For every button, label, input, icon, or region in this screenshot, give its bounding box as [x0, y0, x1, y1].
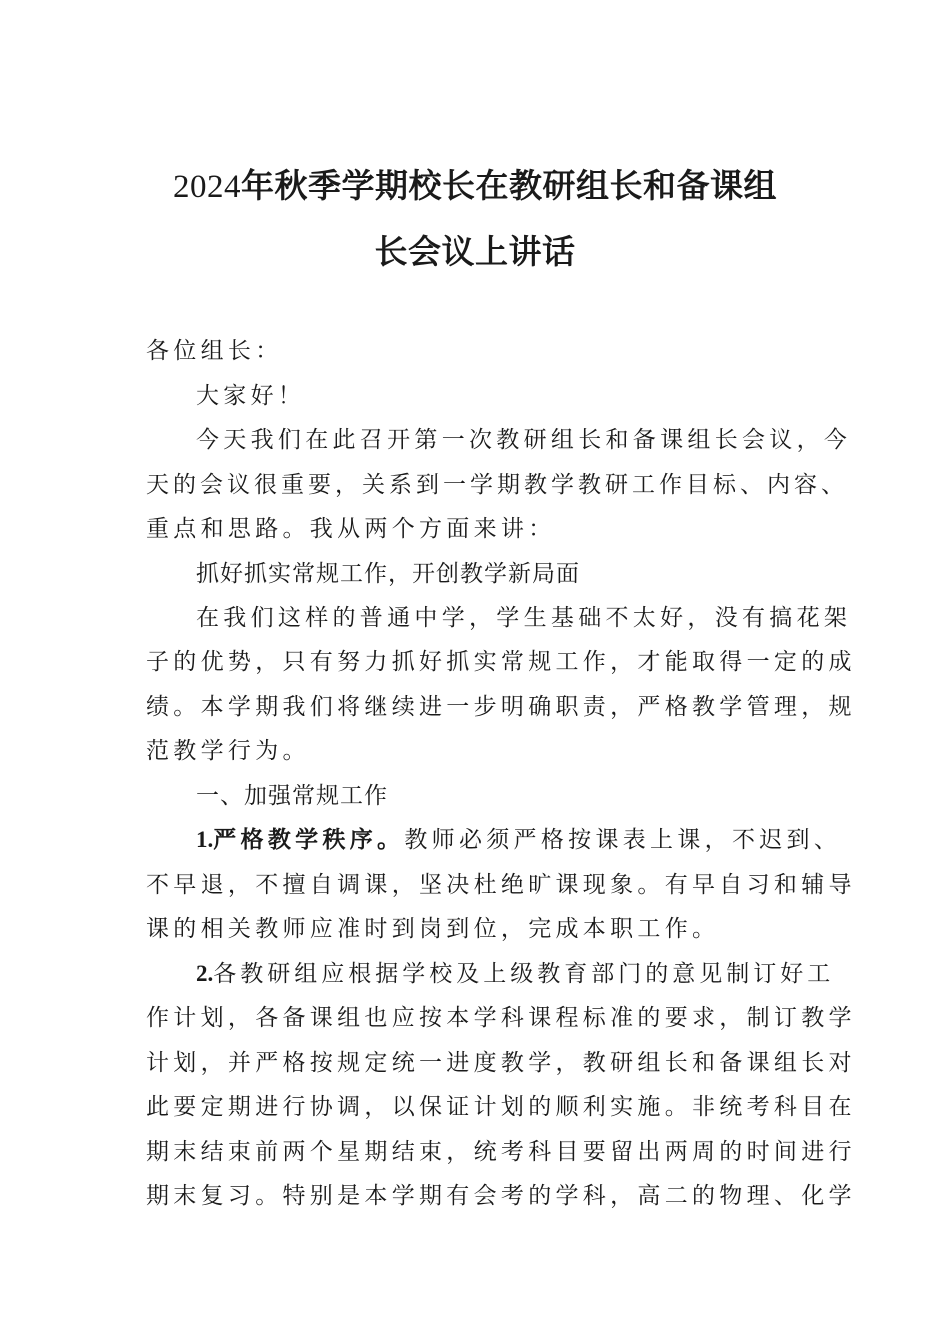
intro-line-3: 重点和思路。我从两个方面来讲：	[146, 516, 556, 542]
item1-bold-text: 严格教学秩序。	[213, 826, 405, 853]
section-para-line-3: 绩。本学期我们将继续进一步明确职责，严格教学管理，规	[146, 694, 856, 720]
page-title-line-1	[140, 166, 810, 207]
subheading: 一、加强常规工作	[196, 783, 388, 809]
salutation: 各位组长：	[146, 338, 283, 364]
item1-line-1	[196, 825, 842, 855]
section-para-line-1: 在我们这样的普通中学，学生基础不太好，没有搞花架	[196, 605, 852, 631]
item2-line-6: 期末复习。特别是本学期有会考的学科，高二的物理、化学	[146, 1183, 856, 1209]
item2-line-4: 此要定期进行协调，以保证计划的顺利实施。非统考科目在	[146, 1094, 856, 1120]
item2-line-3: 计划，并严格按规定统一进度教学，教研组长和备课组长对	[146, 1050, 856, 1076]
section-heading: 抓好抓实常规工作，开创教学新局面	[196, 561, 580, 587]
item1-number: 1.	[196, 827, 214, 852]
title-year: 2024	[173, 169, 241, 205]
item2-line-5: 期末结束前两个星期结束，统考科目要留出两周的时间进行	[146, 1139, 856, 1165]
greeting: 大家好！	[196, 383, 306, 409]
item1-first-line-rest: 教师必须严格按课表上课，不迟到、	[404, 827, 842, 853]
section-para-line-4: 范教学行为。	[146, 738, 310, 764]
intro-line-1: 今天我们在此召开第一次教研组长和备课组长会议，今	[196, 427, 852, 453]
item2-line-2: 作计划，各备课组也应按本学科课程标准的要求，制订教学	[146, 1005, 856, 1031]
item2-number: 2.	[196, 961, 214, 986]
section-para-line-2: 子的优势，只有努力抓好抓实常规工作，才能取得一定的成	[146, 649, 856, 675]
item2-line-1	[196, 959, 835, 989]
item2-first-line-rest: 各教研组应根据学校及上级教育部门的意见制订好工	[213, 961, 835, 987]
item1-line-2: 不早退，不擅自调课，坚决杜绝旷课现象。有早自习和辅导	[146, 872, 856, 898]
item1-line-3: 课的相关教师应准时到岗到位，完成本职工作。	[146, 916, 720, 942]
page-title-line-2: 长会议上讲话	[374, 232, 576, 271]
title-line-1-text: 年秋季学期校长在教研组长和备课组	[241, 166, 777, 205]
intro-line-2: 天的会议很重要，关系到一学期教学教研工作目标、内容、	[146, 472, 848, 498]
